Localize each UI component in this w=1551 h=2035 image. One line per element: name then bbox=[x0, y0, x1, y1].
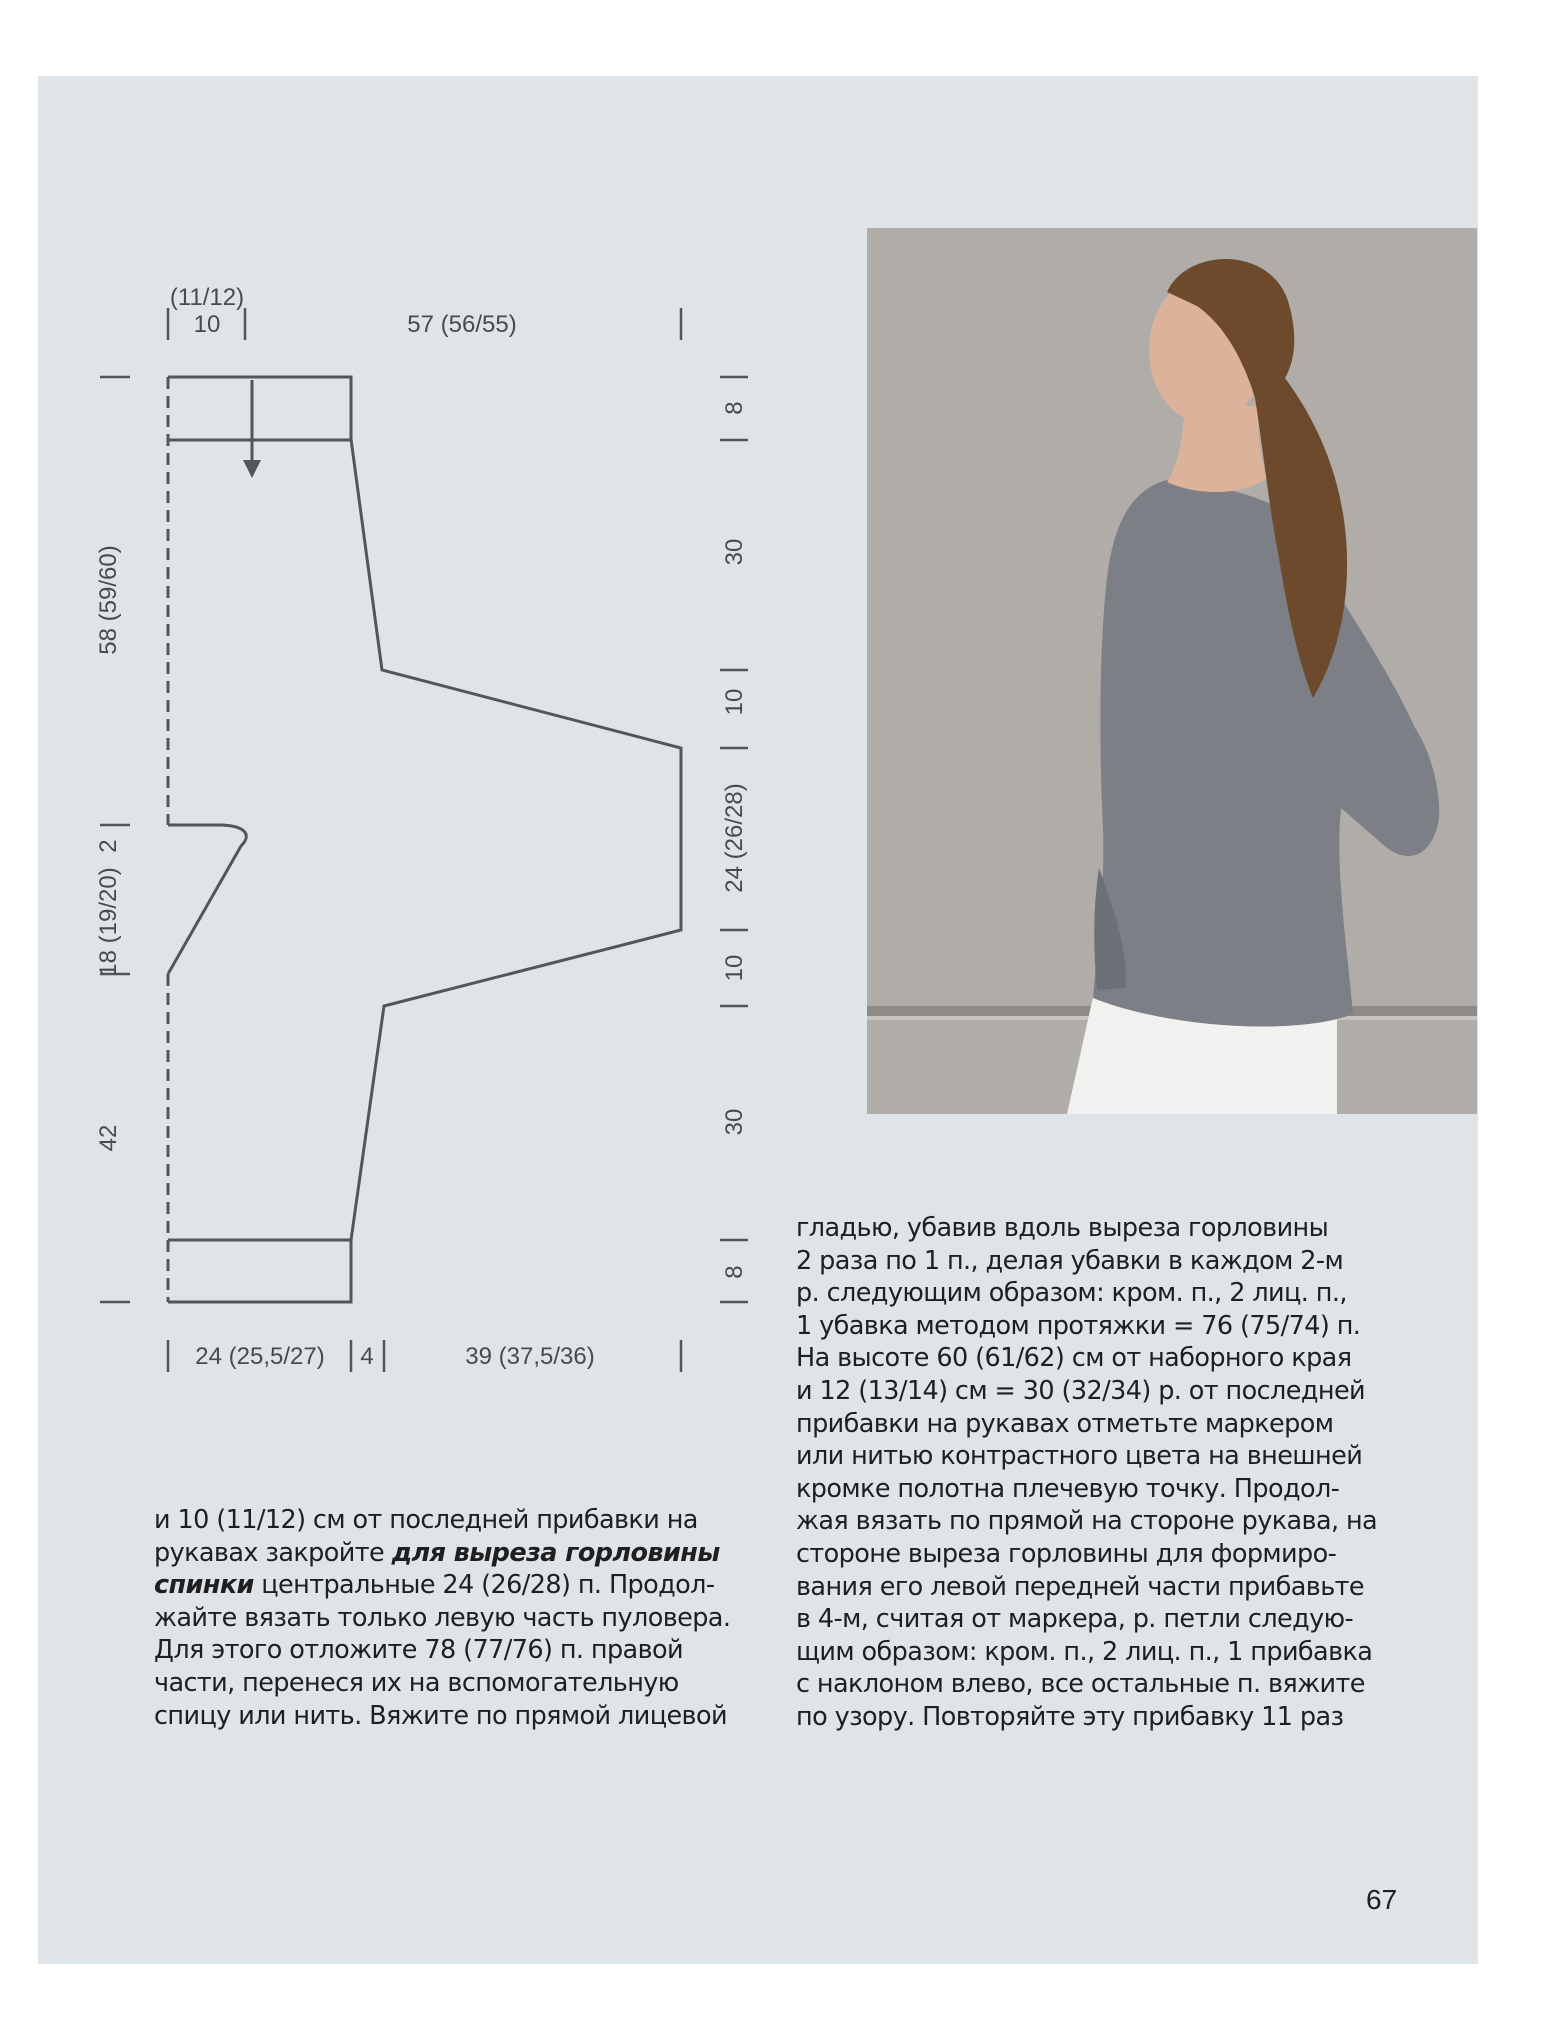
text-line bbox=[154, 1504, 734, 1537]
text-line bbox=[154, 1569, 734, 1602]
text-line: по узору. Повторяйте эту прибавку 11 раз bbox=[796, 1701, 1344, 1732]
dim-bottom-mid: 4 bbox=[360, 1343, 374, 1370]
text-segment: жайте вязать только левую часть пуловера. bbox=[154, 1602, 731, 1633]
text-line: вания его левой передней части прибавьте bbox=[796, 1571, 1364, 1602]
dim-right-lower: 30 bbox=[721, 1108, 748, 1136]
dim-bottom-left: 24 (25,5/27) bbox=[195, 1343, 325, 1370]
text-line: кромке полотна плечевую точку. Продол- bbox=[796, 1473, 1340, 1504]
knitting-direction-arrow bbox=[243, 380, 261, 478]
text-line: или нитью контрастного цвета на внешней bbox=[796, 1441, 1363, 1472]
text-line bbox=[154, 1537, 734, 1570]
text-line: На высоте 60 (61/62) см от наборного края bbox=[796, 1343, 1352, 1374]
text-segment: рукавах закройте bbox=[154, 1537, 392, 1568]
page-number: 67 bbox=[1366, 1884, 1398, 1915]
dim-right-increase-bottom: 10 bbox=[721, 954, 748, 982]
text-line: р. следующим образом: кром. п., 2 лиц. п., bbox=[796, 1278, 1347, 1309]
text-line bbox=[154, 1700, 734, 1733]
dim-right-upper: 30 bbox=[721, 538, 748, 566]
text-line: гладью, убавив вдоль выреза горловины bbox=[796, 1213, 1329, 1243]
text-line: в 4-м, считая от маркера, р. петли следую- bbox=[796, 1604, 1354, 1635]
dim-left-upper: 58 (59/60) bbox=[95, 545, 122, 655]
emphasis-text: для выреза горловины bbox=[391, 1537, 720, 1568]
text-line: жая вязать по прямой на стороне рукава, на bbox=[796, 1506, 1378, 1537]
text-segment: части, перенеся их на вспомогательную bbox=[154, 1667, 679, 1698]
text-segment: и 10 (11/12) см от последней прибавки на bbox=[154, 1505, 698, 1535]
text-line bbox=[154, 1602, 734, 1635]
emphasis-text: спинки bbox=[154, 1570, 254, 1601]
dim-right-band-bottom: 8 bbox=[721, 1265, 748, 1279]
dim-right-band-top: 8 bbox=[721, 401, 748, 415]
text-line: 2 раза по 1 п., делая убавки в каждом 2-м bbox=[796, 1245, 1344, 1276]
text-segment: центральные 24 (26/28) п. Продол- bbox=[253, 1570, 715, 1601]
text-column-right bbox=[796, 1212, 1396, 1734]
text-segment: Для этого отложите 78 (77/76) п. правой bbox=[154, 1635, 683, 1666]
model-photo bbox=[867, 228, 1477, 1114]
dim-top-left-alt: (11/12) bbox=[169, 284, 245, 311]
dim-left-neck: 18 (19/20) bbox=[95, 867, 122, 977]
text-segment: спицу или нить. Вяжите по прямой лицевой bbox=[154, 1700, 727, 1731]
dim-top-right: 57 (56/55) bbox=[407, 311, 517, 338]
text-line: щим образом: кром. п., 2 лиц. п., 1 прибавка bbox=[796, 1636, 1373, 1667]
text-line: 1 убавка методом протяжки = 76 (75/74) п. bbox=[796, 1310, 1361, 1341]
text-column-left bbox=[154, 1504, 734, 1732]
dim-top-left: 10 bbox=[193, 311, 221, 338]
text-line bbox=[154, 1634, 734, 1667]
text-line: с наклоном влево, все остальные п. вяжите bbox=[796, 1669, 1365, 1700]
neckline-curve bbox=[168, 825, 246, 974]
text-line: прибавки на рукавах отметьте маркером bbox=[796, 1408, 1334, 1439]
text-line: и 12 (13/14) см = 30 (32/34) р. от последней bbox=[796, 1375, 1366, 1406]
text-line: стороне выреза горловины для формиро- bbox=[796, 1538, 1337, 1569]
dim-bottom-right: 39 (37,5/36) bbox=[465, 1343, 595, 1370]
dim-right-sleeve: 24 (26/28) bbox=[721, 783, 748, 893]
dim-left-lower: 42 bbox=[95, 1124, 122, 1152]
dim-right-increase-top: 10 bbox=[721, 688, 748, 716]
text-line bbox=[154, 1667, 734, 1700]
dim-left-neck-small: 2 bbox=[95, 839, 122, 853]
